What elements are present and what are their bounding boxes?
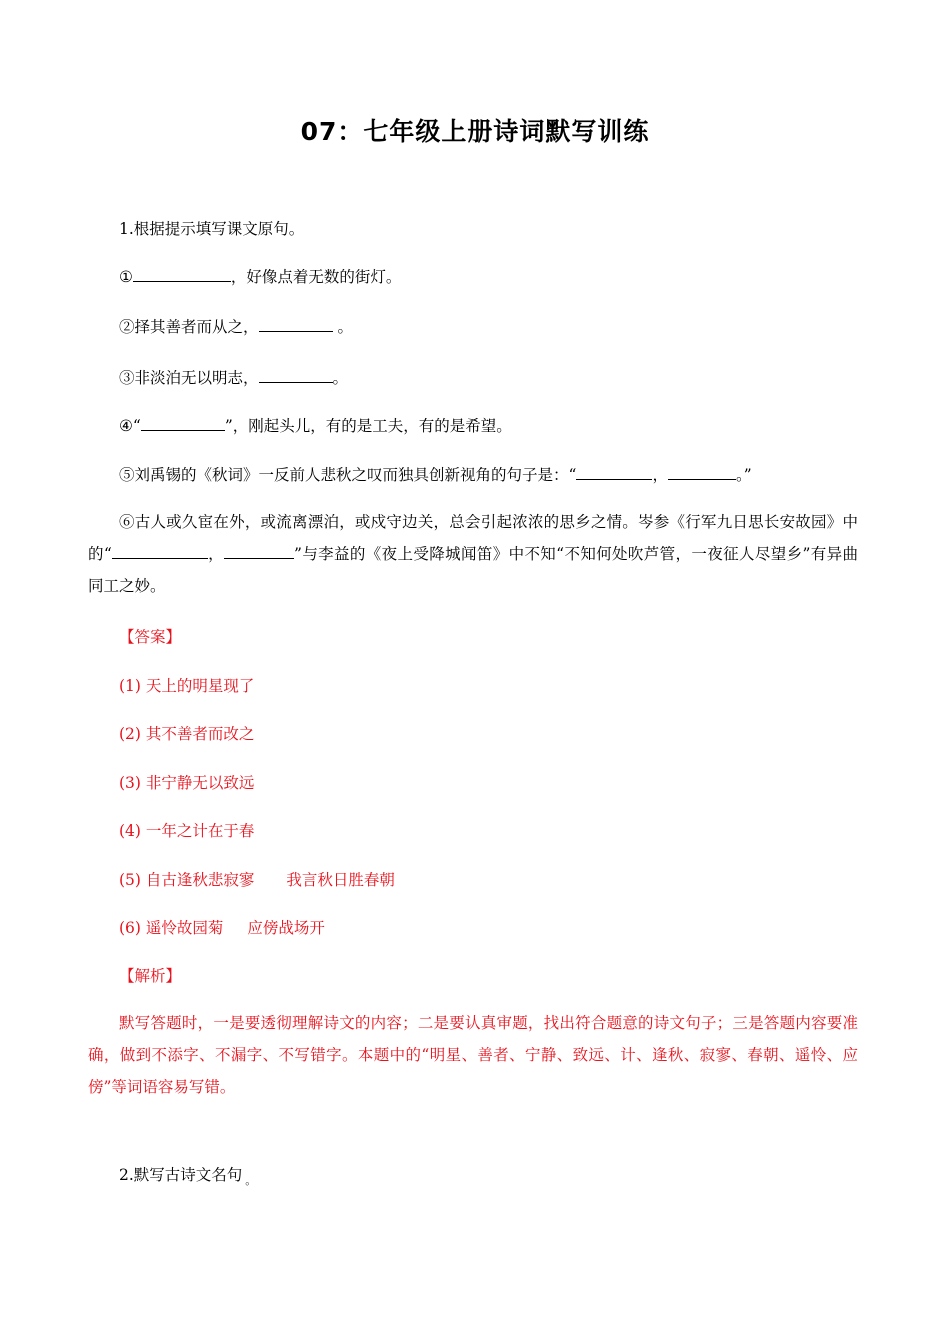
answer-line-1 [119,674,254,696]
item-text: ④“ [119,417,141,435]
answer-number: (4) [119,822,141,840]
fill-blank[interactable] [133,266,231,282]
item-text: ， [207,545,225,563]
fill-blank[interactable] [259,316,333,332]
answer-text: 自古逢秋悲寂寥 [145,871,255,889]
item-text: ”与李益的《夜上受降城闻笛》中不知“不知何处吹芦管，一夜征人尽望乡”有异曲同工之妙。 [88,545,858,595]
item-text: ⑥古人或久宦在外，或流离漂泊，或戍守边关，总会引起浓浓的思乡之情。岑参《行军九日思长安故园》中的“ [88,513,858,563]
answer-line-2 [119,722,254,744]
fill-blank[interactable] [112,543,208,559]
answer-text: 遥怜故园菊 [145,919,224,937]
question-1-item-1 [119,265,401,287]
answer-text: 一年之计在于春 [145,822,255,840]
answer-line-4 [119,819,254,841]
item-text: ②择其善者而从之， [119,318,259,336]
answer-number: (2) [119,725,141,743]
answer-line-5 [119,868,395,890]
fill-blank[interactable] [224,543,294,559]
item-text: 。 [332,318,353,336]
question-1-prompt: 1.根据提示填写课文原句。 [119,220,305,238]
question-1-item-4 [119,414,512,436]
answer-line-6 [119,916,325,938]
item-text: ，好像点着无数的街灯。 [230,268,402,286]
answer-text: 其不善者而改之 [145,725,255,743]
answer-number: (3) [119,774,141,792]
item-text: ③非淡泊无以明志， [119,369,259,387]
analysis-heading: 【解析】 [119,967,182,985]
answer-heading: 【答案】 [119,628,182,646]
item-text: ， [652,466,668,484]
item-text: ”，刚起头儿，有的是工夫，有的是希望。 [224,417,512,435]
answer-line-3 [119,771,254,793]
question-1-item-5 [119,463,752,485]
question-1-item-2 [119,315,353,337]
fill-blank[interactable] [259,367,333,383]
answer-text: 天上的明星现了 [145,677,255,695]
item-text: 。” [735,466,752,484]
answer-text: 应傍战场开 [247,919,325,937]
fill-blank[interactable] [141,415,225,431]
item-text: ① [119,268,133,286]
trailing-mark: 。 [245,1174,257,1187]
answer-number: (5) [119,871,141,889]
fill-blank[interactable] [576,464,652,480]
answer-text: 我言秋日胜春朝 [286,871,395,889]
question-1-item-6 [88,506,858,602]
fill-blank[interactable] [668,464,736,480]
question-2-prompt [119,1163,256,1188]
answer-number: (1) [119,677,141,695]
page-title: 07：七年级上册诗词默写训练 [300,117,650,146]
question-1-item-3 [119,366,348,388]
answer-text: 非宁静无以致远 [145,774,255,792]
answer-number: (6) [119,919,141,937]
question-text: 2.默写古诗文名句 [119,1166,243,1184]
item-text: ⑤刘禹锡的《秋词》一反前人悲秋之叹而独具创新视角的句子是：“ [119,466,577,484]
item-text: 。 [332,369,349,387]
analysis-text: 默写答题时，一是要透彻理解诗文的内容；二是要认真审题，找出符合题意的诗文句子；三是答题内容要准确，做到不添字、不漏字、不写错字。本题中的“明星、善者、宁静、致远、计、逢秋、寂寥、春朝、遥怜、应傍”等词语容易写错。 [88,1014,858,1096]
